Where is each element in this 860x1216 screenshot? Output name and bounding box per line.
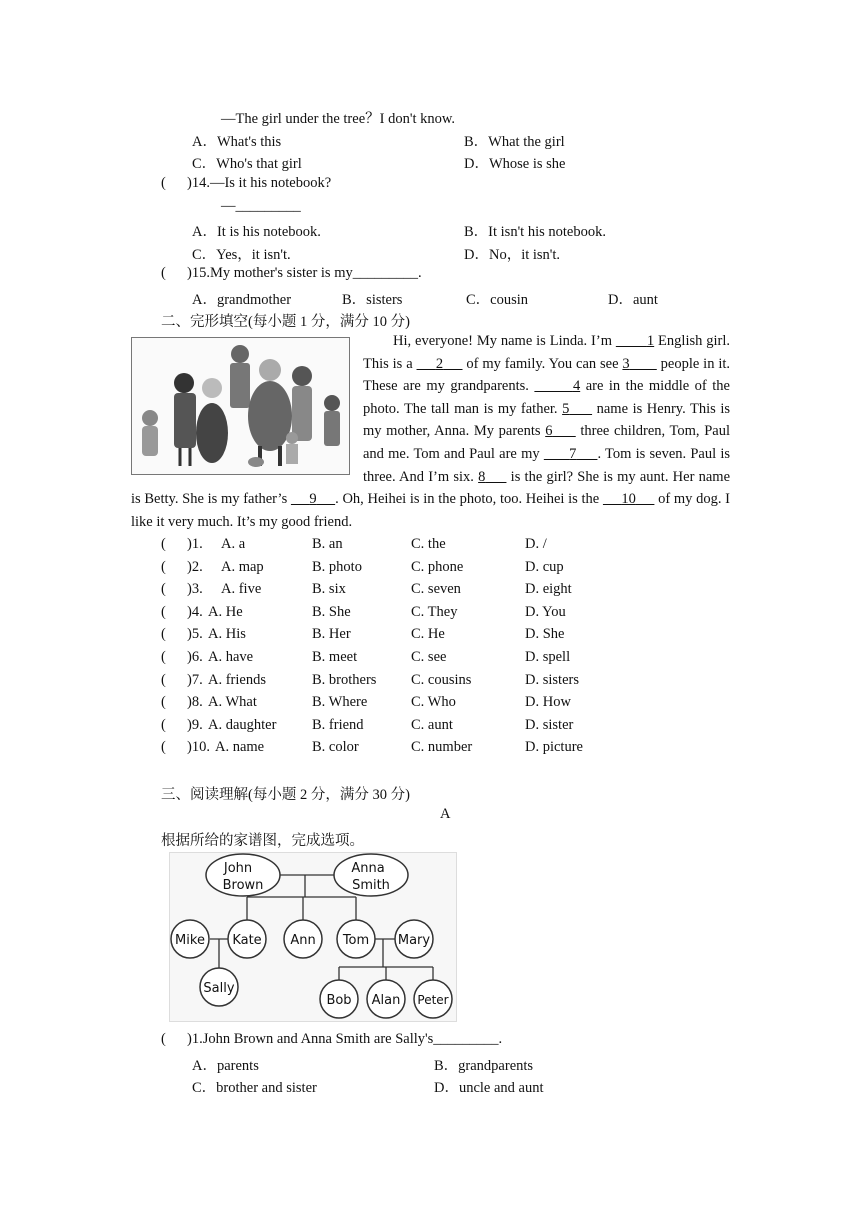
q13-response: —The girl under the tree？I don't know.	[221, 111, 456, 127]
cloze-q-option-c[interactable]: C. number	[411, 739, 473, 756]
q14-option-a[interactable]: A．It is his notebook.	[192, 224, 321, 240]
cloze-q-answer-paren[interactable]: (	[161, 671, 166, 688]
blank-8[interactable]: 8	[478, 468, 486, 485]
label-kate: Kate	[232, 933, 262, 948]
cloze-q-option-c[interactable]: C. aunt	[411, 716, 453, 733]
label-smith: Smith	[352, 878, 390, 893]
cloze-q-answer-paren[interactable]: (	[161, 581, 166, 598]
cloze-q-option-c[interactable]: C. seven	[411, 581, 461, 598]
q14-stem: )14.—Is it his notebook?	[187, 175, 332, 191]
cloze-q-option-d[interactable]: D. picture	[525, 739, 583, 756]
q13-option-b[interactable]: B．What the girl	[464, 134, 565, 150]
photo-float-spacer	[131, 330, 363, 480]
q14-option-d[interactable]: D．No，it isn't.	[464, 247, 561, 263]
label-bob: Bob	[326, 993, 352, 1008]
label-alan: Alan	[371, 993, 401, 1008]
reading-q1-option-b[interactable]: B．grandparents	[434, 1058, 534, 1074]
cloze-q-option-d[interactable]: D. eight	[525, 581, 572, 598]
cloze-q-option-b[interactable]: B. Where	[312, 694, 368, 711]
label-mary: Mary	[397, 933, 431, 948]
family-tree-diagram	[170, 853, 456, 1021]
cloze-q-option-a[interactable]: A. daughter	[208, 716, 277, 733]
cloze-q-option-c[interactable]: C. see	[411, 649, 447, 665]
cloze-q-answer-paren[interactable]: (	[161, 716, 166, 733]
q15-option-a[interactable]: A．grandmother	[192, 292, 292, 308]
q14-answer-paren[interactable]: (	[161, 175, 166, 191]
cloze-q-answer-paren[interactable]: (	[161, 558, 166, 575]
cloze-q-option-b[interactable]: B. brothers	[312, 671, 377, 688]
label-anna: Anna	[351, 861, 385, 876]
blank-1[interactable]: 1	[646, 333, 655, 349]
reading-section-label: A	[440, 806, 451, 822]
label-mike: Mike	[175, 933, 205, 948]
q13-option-d[interactable]: D．Whose is she	[464, 156, 566, 172]
label-john: John	[223, 861, 253, 876]
cloze-q-option-d[interactable]: D. cup	[525, 558, 564, 575]
cloze-q-option-a[interactable]: A. He	[208, 603, 243, 620]
family-tree	[169, 852, 457, 1022]
q13-option-c[interactable]: C．Who's that girl	[192, 156, 302, 172]
cloze-q-option-b[interactable]: B. six	[312, 581, 346, 598]
q15-option-d[interactable]: D．aunt	[608, 292, 658, 308]
reading-q1-stem: )1.John Brown and Anna Smith are Sally's_________.	[187, 1031, 503, 1047]
cloze-q-number: )3.	[187, 581, 203, 598]
reading-heading: 三、阅读理解(每小题 2 分，满分 30 分)	[161, 787, 410, 803]
blank-9[interactable]: 9	[309, 491, 317, 508]
cloze-q-number: )9.	[187, 716, 203, 733]
cloze-q-option-d[interactable]: D. sisters	[525, 671, 579, 688]
q14-option-c[interactable]: C．Yes，it isn't.	[192, 247, 291, 263]
q15-answer-paren[interactable]: (	[161, 265, 166, 281]
cloze-q-option-a[interactable]: A. What	[208, 694, 257, 711]
q14-answer-line: —_________	[221, 198, 301, 214]
cloze-q-answer-paren[interactable]: (	[161, 649, 166, 665]
cloze-q-option-c[interactable]: C. He	[411, 626, 445, 643]
cloze-q-number: )1.	[187, 536, 203, 552]
cloze-q-number: )6.	[187, 649, 203, 665]
cloze-q-option-a[interactable]: A. name	[215, 739, 265, 756]
cloze-heading: 二、完形填空(每小题 1 分，满分 10 分)	[161, 314, 410, 330]
cloze-q-answer-paren[interactable]: (	[161, 536, 166, 552]
cloze-q-number: )7.	[187, 671, 203, 688]
cloze-q-option-d[interactable]: D. /	[525, 536, 547, 552]
cloze-q-answer-paren[interactable]: (	[161, 603, 166, 620]
cloze-q-option-b[interactable]: B. an	[312, 536, 343, 552]
cloze-q-number: )4.	[187, 603, 203, 620]
blank-7[interactable]: 7	[569, 445, 577, 462]
cloze-q-option-b[interactable]: B. Her	[312, 626, 351, 643]
cloze-q-option-c[interactable]: C. They	[411, 603, 458, 620]
reading-q1-option-a[interactable]: A．parents	[192, 1058, 259, 1074]
cloze-q-option-d[interactable]: D. She	[525, 626, 565, 643]
q14-option-b[interactable]: B．It isn't his notebook.	[464, 224, 606, 240]
cloze-q-option-b[interactable]: B. photo	[312, 558, 362, 575]
cloze-q-number: )10.	[187, 739, 210, 756]
cloze-q-number: )2.	[187, 558, 203, 575]
cloze-q-option-c[interactable]: C. phone	[411, 558, 464, 575]
q15-option-c[interactable]: C．cousin	[466, 292, 529, 308]
cloze-q-option-a[interactable]: A. map	[221, 558, 264, 575]
reading-q1-answer-paren[interactable]: (	[161, 1031, 166, 1047]
reading-instruction: 根据所给的家谱图，完成选项。	[161, 833, 364, 849]
cloze-q-option-a[interactable]: A. five	[221, 581, 262, 598]
label-peter: Peter	[417, 993, 449, 1007]
cloze-q-option-b[interactable]: B. meet	[312, 649, 358, 665]
label-brown: Brown	[222, 878, 264, 893]
cloze-q-option-d[interactable]: D. How	[525, 694, 571, 711]
blank-3[interactable]: 3	[622, 355, 630, 372]
cloze-q-option-a[interactable]: A. have	[208, 649, 254, 665]
label-tom: Tom	[342, 933, 370, 948]
label-ann: Ann	[290, 933, 316, 948]
blank-6[interactable]: 6	[545, 423, 553, 440]
cloze-passage: Hi, everyone! My name is Linda. I’m 1 English girl. This is a 2 of my family. You can see 3 people in it. These are my grandparents. 4 are in the middle of the photo. The tall man is my father. 5 name is Henry. This is my mother, Anna. My parents 6 three children, Tom, Paul and me. Tom and Paul are my 7 . Tom is seven. Paul is three. And I’m six. 8 is the girl? She is my aunt. Her name is Betty. She is my father’s 9 . Oh, Heihei is in the photo, too. Heihei is the 10 of my dog. I like it very much. It’s my good friend.	[131, 330, 730, 533]
cloze-q-option-d[interactable]: D. You	[525, 603, 566, 620]
cloze-q-answer-paren[interactable]: (	[161, 739, 166, 756]
cloze-q-option-b[interactable]: B. friend	[312, 716, 364, 733]
cloze-q-option-c[interactable]: C. the	[411, 536, 446, 552]
cloze-q-option-c[interactable]: C. cousins	[411, 671, 472, 688]
q15-stem: )15.My mother's sister is my_________.	[187, 265, 422, 281]
q15-option-b[interactable]: B．sisters	[342, 292, 403, 308]
q13-option-a[interactable]: A．What's this	[192, 134, 282, 150]
cloze-q-option-b[interactable]: B. color	[312, 739, 359, 756]
cloze-q-option-a[interactable]: A. friends	[208, 671, 266, 688]
cloze-q-answer-paren[interactable]: (	[161, 626, 166, 643]
reading-q1-option-d[interactable]: D．uncle and aunt	[434, 1080, 544, 1096]
cloze-q-option-a[interactable]: A. His	[208, 626, 246, 643]
cloze-q-option-d[interactable]: D. sister	[525, 716, 574, 733]
cloze-q-option-a[interactable]: A. a	[221, 536, 246, 552]
label-sally: Sally	[203, 981, 235, 996]
blank-4[interactable]: 4	[572, 378, 581, 395]
cloze-q-number: )8.	[187, 694, 203, 711]
cloze-q-number: )5.	[187, 626, 203, 643]
blank-10[interactable]: 10	[621, 491, 636, 508]
cloze-q-option-d[interactable]: D. spell	[525, 649, 571, 665]
reading-q1-option-c[interactable]: C．brother and sister	[192, 1080, 317, 1096]
cloze-q-option-b[interactable]: B. She	[312, 603, 351, 620]
blank-5[interactable]: 5	[562, 400, 570, 417]
cloze-q-answer-paren[interactable]: (	[161, 694, 166, 711]
blank-2[interactable]: 2	[435, 355, 444, 372]
cloze-q-option-c[interactable]: C. Who	[411, 694, 456, 711]
